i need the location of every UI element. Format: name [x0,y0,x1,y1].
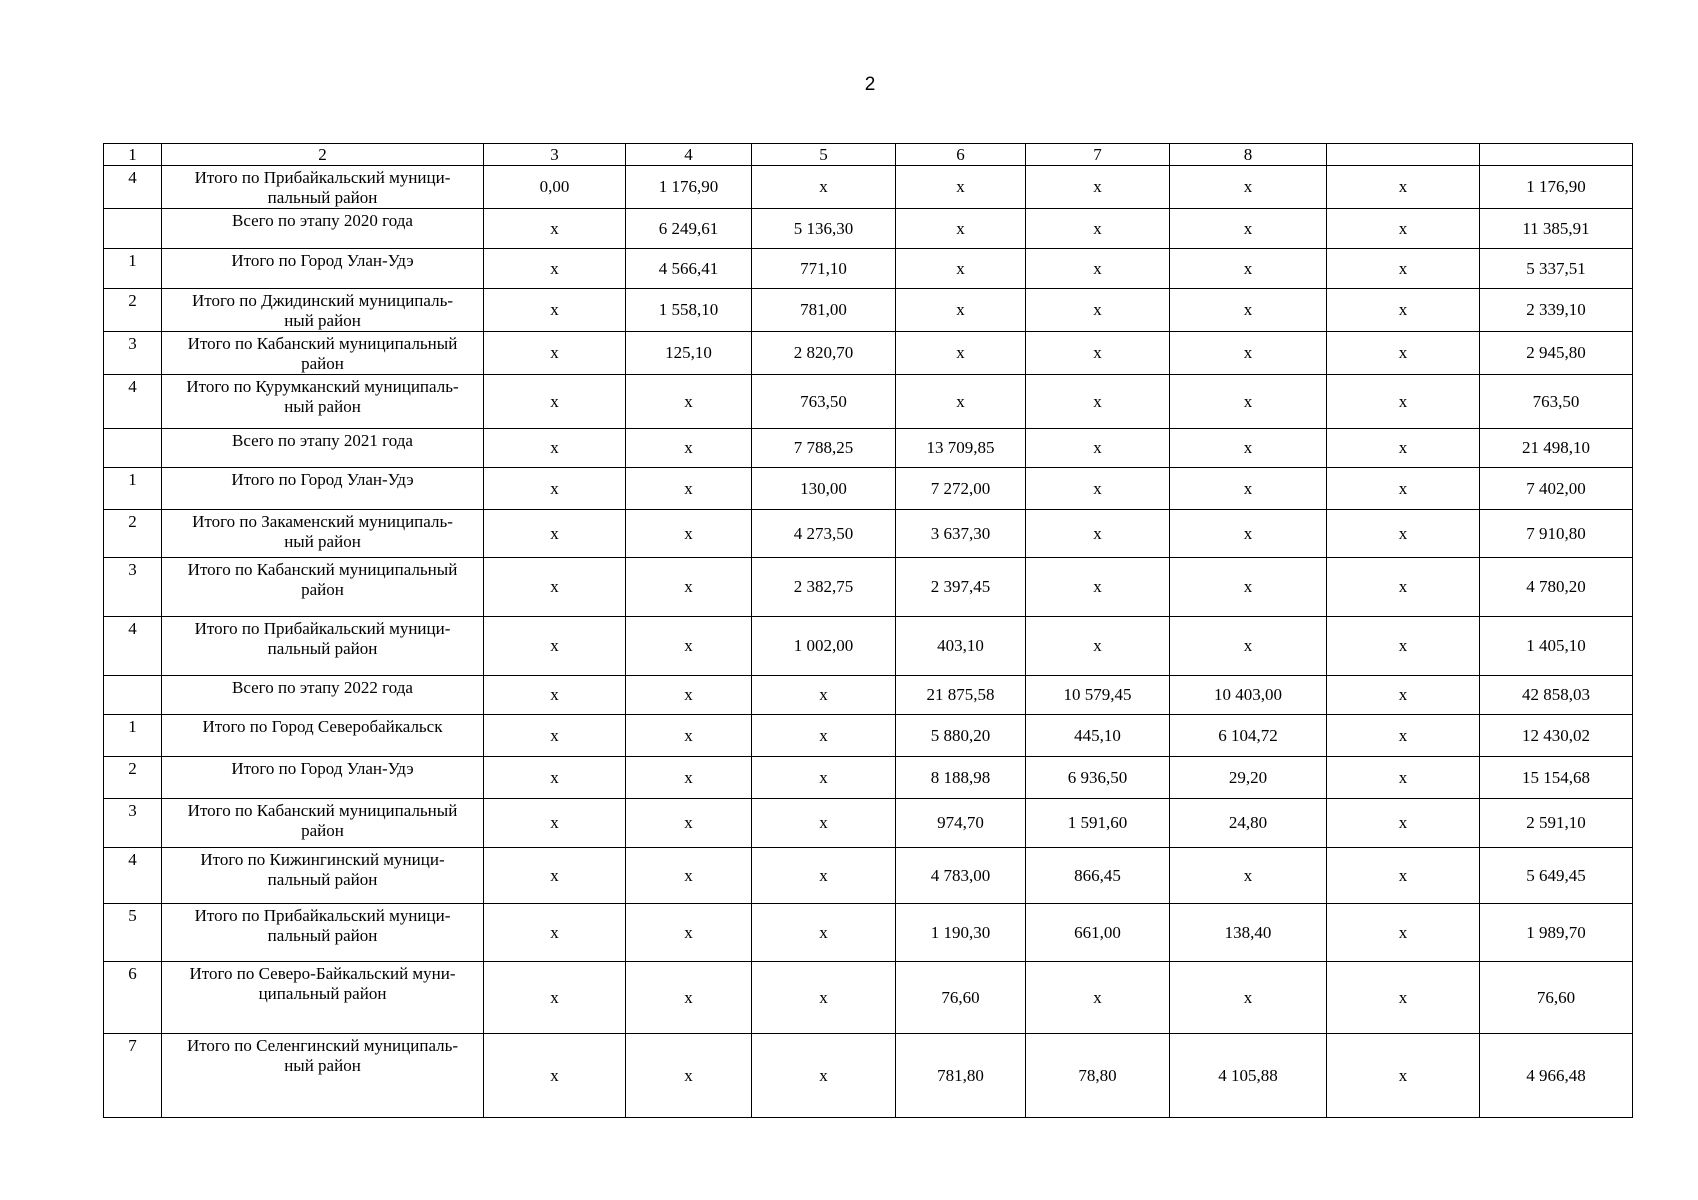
value-cell: х [626,375,752,429]
row-name: Итого по Прибайкальский муници- пальный район [162,904,484,962]
value-cell: х [1026,510,1170,558]
value-cell: х [484,799,626,848]
value-cell: х [752,715,896,757]
table-row [104,904,1633,962]
value-cell: х [1327,166,1480,209]
value-cell: х [1170,249,1327,289]
value-cell: 1 405,10 [1480,617,1633,676]
table-row [104,375,1633,429]
value-cell: х [484,429,626,468]
value-cell: 781,00 [752,289,896,332]
value-cell: 6 249,61 [626,209,752,249]
value-cell: 2 397,45 [896,558,1026,617]
value-cell: 78,80 [1026,1034,1170,1118]
value-cell: х [1170,332,1327,375]
value-cell: 771,10 [752,249,896,289]
header-cell [1480,144,1633,166]
value-cell: х [484,676,626,715]
row-number: 4 [104,166,162,209]
value-cell: 866,45 [1026,848,1170,904]
header-cell: 3 [484,144,626,166]
value-cell: х [752,799,896,848]
value-cell: х [626,799,752,848]
row-name: Итого по Город Улан-Удэ [162,249,484,289]
value-cell: 661,00 [1026,904,1170,962]
value-cell: х [896,375,1026,429]
value-cell: х [1026,249,1170,289]
value-cell: х [752,757,896,799]
table-row [104,715,1633,757]
row-number: 2 [104,757,162,799]
value-cell: х [896,332,1026,375]
table-row [104,209,1633,249]
value-cell: 2 820,70 [752,332,896,375]
header-row [104,144,1633,166]
row-name: Всего по этапу 2020 года [162,209,484,249]
value-cell: 7 272,00 [896,468,1026,510]
value-cell: 2 382,75 [752,558,896,617]
row-number: 3 [104,332,162,375]
value-cell: 5 880,20 [896,715,1026,757]
value-cell: х [484,715,626,757]
value-cell: х [752,676,896,715]
value-cell: 1 591,60 [1026,799,1170,848]
value-cell: х [626,468,752,510]
value-cell: 2 591,10 [1480,799,1633,848]
value-cell: х [626,510,752,558]
value-cell: 2 945,80 [1480,332,1633,375]
value-cell: х [752,848,896,904]
value-cell: 7 910,80 [1480,510,1633,558]
value-cell: х [1170,289,1327,332]
row-number: 7 [104,1034,162,1118]
value-cell: 10 579,45 [1026,676,1170,715]
value-cell: х [1327,962,1480,1034]
value-cell: х [1026,209,1170,249]
value-cell: 3 637,30 [896,510,1026,558]
value-cell: 1 002,00 [752,617,896,676]
value-cell: 7 788,25 [752,429,896,468]
row-name: Итого по Город Северобайкальск [162,715,484,757]
value-cell: 0,00 [484,166,626,209]
value-cell: х [484,848,626,904]
value-cell: х [626,676,752,715]
value-cell: х [484,617,626,676]
table-row [104,848,1633,904]
value-cell: 4 780,20 [1480,558,1633,617]
value-cell: х [1327,332,1480,375]
data-table [103,143,1633,1118]
value-cell: 10 403,00 [1170,676,1327,715]
value-cell: 15 154,68 [1480,757,1633,799]
value-cell: х [1026,617,1170,676]
row-number: 1 [104,249,162,289]
value-cell: х [484,904,626,962]
value-cell: 974,70 [896,799,1026,848]
table-row [104,617,1633,676]
value-cell: х [1170,375,1327,429]
row-number: 5 [104,904,162,962]
value-cell: х [1327,757,1480,799]
value-cell: х [1026,375,1170,429]
value-cell: х [1026,332,1170,375]
value-cell: х [626,904,752,962]
value-cell: х [752,904,896,962]
value-cell: х [484,757,626,799]
header-cell: 2 [162,144,484,166]
value-cell: х [1327,558,1480,617]
value-cell: 1 176,90 [1480,166,1633,209]
table-row [104,757,1633,799]
value-cell: х [1327,468,1480,510]
value-cell: х [1170,429,1327,468]
value-cell: х [1327,375,1480,429]
value-cell: х [484,209,626,249]
value-cell: 2 339,10 [1480,289,1633,332]
value-cell: 5 337,51 [1480,249,1633,289]
header-cell: 6 [896,144,1026,166]
value-cell: х [1170,617,1327,676]
value-cell: х [484,558,626,617]
value-cell: 76,60 [1480,962,1633,1034]
value-cell: 1 190,30 [896,904,1026,962]
row-number: 3 [104,558,162,617]
value-cell: х [626,429,752,468]
table-row [104,510,1633,558]
header-cell: 1 [104,144,162,166]
value-cell: х [626,617,752,676]
value-cell: 1 558,10 [626,289,752,332]
value-cell: х [1170,209,1327,249]
value-cell: х [1170,848,1327,904]
table-body [104,144,1633,1118]
header-cell: 4 [626,144,752,166]
value-cell: 4 273,50 [752,510,896,558]
value-cell: х [1170,510,1327,558]
table-row [104,289,1633,332]
row-name: Итого по Кижингинский муници- пальный район [162,848,484,904]
value-cell: х [1026,962,1170,1034]
header-cell: 7 [1026,144,1170,166]
value-cell: х [626,558,752,617]
row-name: Всего по этапу 2022 года [162,676,484,715]
value-cell: 8 188,98 [896,757,1026,799]
value-cell: х [626,757,752,799]
value-cell: 6 936,50 [1026,757,1170,799]
table-row [104,1034,1633,1118]
value-cell: 5 649,45 [1480,848,1633,904]
row-number: 4 [104,848,162,904]
value-cell: х [484,510,626,558]
value-cell: х [1327,715,1480,757]
value-cell: 781,80 [896,1034,1026,1118]
value-cell: х [1327,1034,1480,1118]
row-name: Итого по Кабанский муниципальный район [162,799,484,848]
value-cell: х [896,289,1026,332]
value-cell: х [626,962,752,1034]
row-number [104,429,162,468]
value-cell: х [1327,904,1480,962]
value-cell: 7 402,00 [1480,468,1633,510]
page-number: 2 [864,74,876,95]
row-number: 1 [104,715,162,757]
row-number: 4 [104,375,162,429]
value-cell: 4 966,48 [1480,1034,1633,1118]
value-cell: х [896,166,1026,209]
value-cell: 21 875,58 [896,676,1026,715]
value-cell: 1 989,70 [1480,904,1633,962]
value-cell: 138,40 [1170,904,1327,962]
row-name: Итого по Прибайкальский муници- пальный район [162,617,484,676]
value-cell: 6 104,72 [1170,715,1327,757]
value-cell: х [1026,166,1170,209]
value-cell: х [896,209,1026,249]
header-cell: 5 [752,144,896,166]
table-row [104,429,1633,468]
row-name: Итого по Кабанский муниципальный район [162,558,484,617]
value-cell: х [1327,848,1480,904]
row-number: 6 [104,962,162,1034]
row-number [104,209,162,249]
value-cell: х [484,249,626,289]
row-name: Итого по Курумканский муниципаль- ный район [162,375,484,429]
value-cell: х [1327,676,1480,715]
row-name: Итого по Город Улан-Удэ [162,757,484,799]
value-cell: х [1170,962,1327,1034]
row-name: Итого по Город Улан-Удэ [162,468,484,510]
value-cell: х [626,715,752,757]
row-number: 2 [104,289,162,332]
value-cell: 1 176,90 [626,166,752,209]
value-cell: х [1327,209,1480,249]
value-cell: х [1327,510,1480,558]
value-cell: х [1170,558,1327,617]
value-cell: 4 566,41 [626,249,752,289]
value-cell: х [1170,166,1327,209]
value-cell: х [1327,249,1480,289]
value-cell: 12 430,02 [1480,715,1633,757]
value-cell: х [1327,799,1480,848]
value-cell: 29,20 [1170,757,1327,799]
value-cell: 763,50 [752,375,896,429]
value-cell: 76,60 [896,962,1026,1034]
value-cell: х [1026,289,1170,332]
value-cell: х [752,1034,896,1118]
row-name: Итого по Джидинский муниципаль- ный район [162,289,484,332]
row-number: 4 [104,617,162,676]
row-name: Итого по Прибайкальский муници- пальный район [162,166,484,209]
table-row [104,558,1633,617]
value-cell: 4 783,00 [896,848,1026,904]
row-name: Всего по этапу 2021 года [162,429,484,468]
row-number: 3 [104,799,162,848]
table-row [104,249,1633,289]
value-cell: х [896,249,1026,289]
value-cell: 445,10 [1026,715,1170,757]
value-cell: х [484,289,626,332]
value-cell: 21 498,10 [1480,429,1633,468]
row-name: Итого по Закаменский муниципаль- ный район [162,510,484,558]
table-row [104,166,1633,209]
value-cell: х [484,468,626,510]
value-cell: х [626,848,752,904]
value-cell: 11 385,91 [1480,209,1633,249]
table-row [104,332,1633,375]
value-cell: х [752,962,896,1034]
row-name: Итого по Северо-Байкальский муни- ципальный район [162,962,484,1034]
row-number: 1 [104,468,162,510]
value-cell: х [1026,558,1170,617]
value-cell: 13 709,85 [896,429,1026,468]
value-cell: х [1026,429,1170,468]
header-cell [1327,144,1480,166]
value-cell: х [484,1034,626,1118]
value-cell: 125,10 [626,332,752,375]
value-cell: х [484,332,626,375]
value-cell: х [484,962,626,1034]
table-row [104,799,1633,848]
row-number [104,676,162,715]
value-cell: х [1327,617,1480,676]
value-cell: 42 858,03 [1480,676,1633,715]
header-cell: 8 [1170,144,1327,166]
value-cell: 763,50 [1480,375,1633,429]
table-row [104,676,1633,715]
value-cell: 4 105,88 [1170,1034,1327,1118]
value-cell: 130,00 [752,468,896,510]
value-cell: 5 136,30 [752,209,896,249]
value-cell: х [1026,468,1170,510]
value-cell: х [484,375,626,429]
value-cell: х [1327,289,1480,332]
value-cell: х [752,166,896,209]
row-name: Итого по Кабанский муниципальный район [162,332,484,375]
value-cell: х [1327,429,1480,468]
value-cell: 403,10 [896,617,1026,676]
value-cell: х [626,1034,752,1118]
value-cell: х [1170,468,1327,510]
table-row [104,962,1633,1034]
row-name: Итого по Селенгинский муниципаль- ный район [162,1034,484,1118]
row-number: 2 [104,510,162,558]
table-row [104,468,1633,510]
value-cell: 24,80 [1170,799,1327,848]
